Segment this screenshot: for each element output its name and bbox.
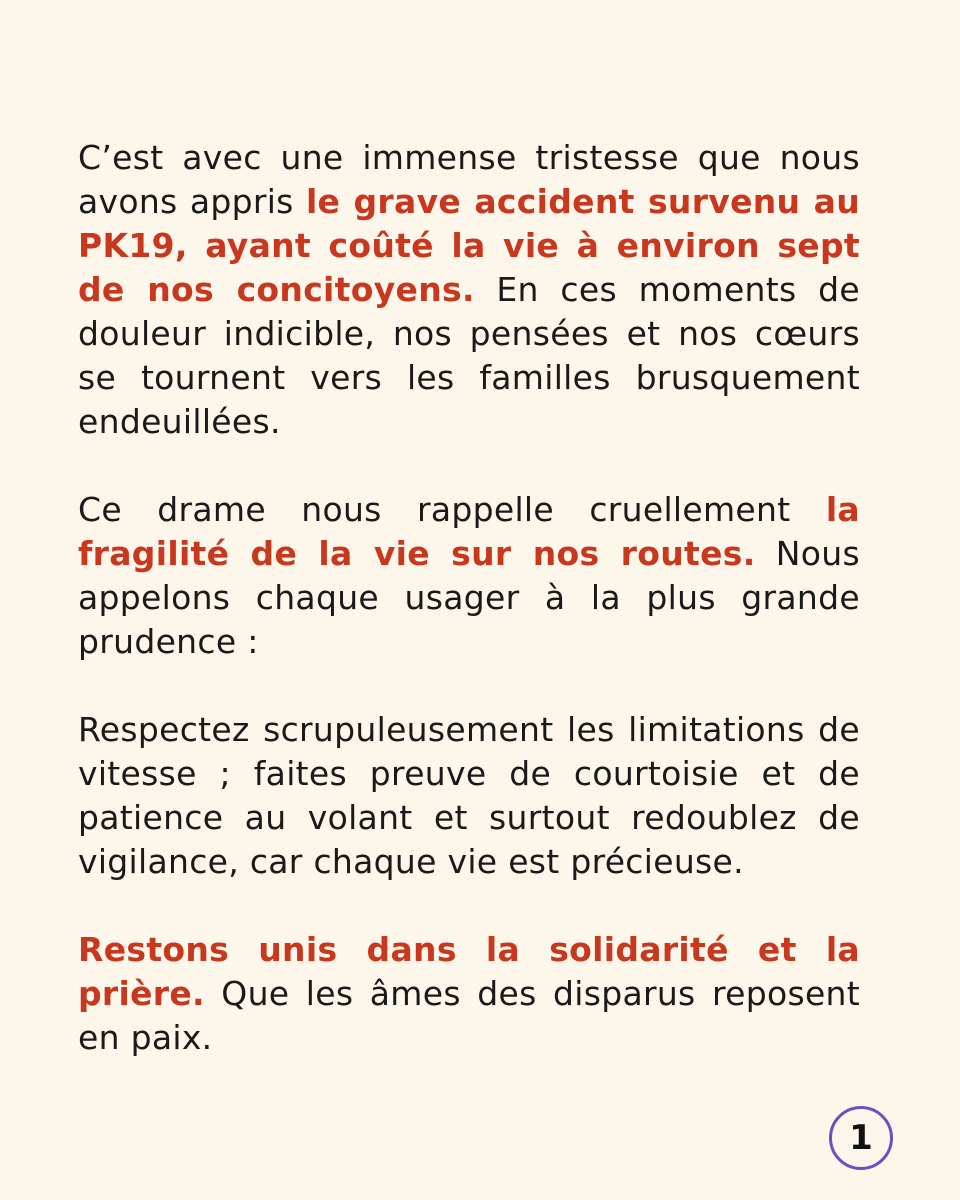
paragraph-text: Ce drame nous rappelle cruellement [78, 490, 826, 529]
paragraph-text: Respectez scrupuleusement les limitations de vitesse ; faites preuve de courtoisie et de patience au volant et surtout redoublez de vigilance, car chaque vie est précieuse. [78, 710, 860, 881]
page-number-badge: 1 [829, 1106, 893, 1170]
paragraph-advice [78, 708, 860, 884]
paragraph-condolences [78, 136, 860, 444]
paragraph-text: En ces moments de douleur indicible, nos pensées et nos cœurs se tournent vers les familles brusquement endeuillées. [78, 270, 860, 441]
highlighted-text: le grave accident survenu au PK19, ayant coûté la vie à environ sept de nos concitoyens. [78, 182, 860, 309]
highlighted-text: Restons unis dans la solidarité et la prière. [78, 930, 860, 1013]
paragraph-road-safety [78, 488, 860, 664]
paragraph-text: Que les âmes des disparus reposent en paix. [78, 974, 860, 1057]
highlighted-text: la fragilité de la vie sur nos routes. [78, 490, 860, 573]
paragraph-closing [78, 928, 860, 1060]
paragraph-text: Nous appelons chaque usager à la plus grande prudence : [78, 534, 860, 661]
message-body [78, 136, 860, 1104]
paragraph-text: C’est avec une immense tristesse que nous avons appris [78, 138, 860, 221]
